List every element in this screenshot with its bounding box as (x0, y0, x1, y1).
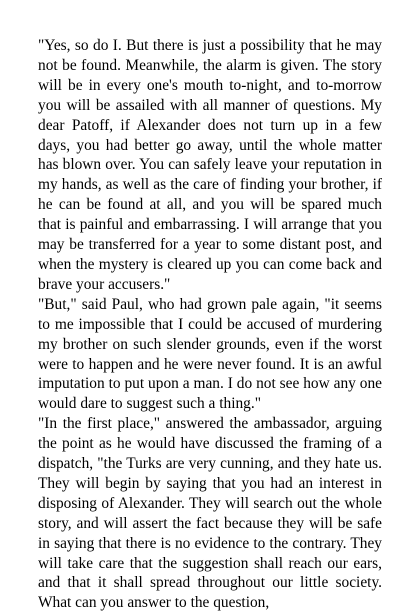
paragraph-1: "Yes, so do I. But there is just a possibility that he may not be found. Meanwhile, the alarm is given. The story will be in every one's mouth to-night, and to-morrow you will be assailed with all manner of questions. My dear Patoff, if Alexander does not turn up in a few days, you had better go away, until the whole matter has blown over. You can safely leave your reputation in my hands, as well as the care of finding your brother, if he can be found at all, and you will be spared much that is painful and embarrassing. I will arrange that you may be transferred for a year to some distant post, and when the mystery is cleared up you can come back and brave your accusers." (38, 37, 382, 293)
paragraph-3: "In the first place," answered the ambassador, arguing the point as he would have discussed the framing of a dispatch, "the Turks are very cunning, and they hate us. They will begin by saying that you had an interest in disposing of Alexander. They will search out the whole story, and will assert the fact because they will be safe in saying that there is no evidence to the contrary. They will take care that the suggestion shall reach our ears, and that it shall spread throughout our little society. What can you answer to the question, (38, 415, 382, 612)
paragraph-2: "But," said Paul, who had grown pale again, "it seems to me impossible that I could be accused of murdering my brother on such slender grounds, even if the worst were to happen and he were never found. It is an awful imputation to put upon a man. I do not see how any one would dare to suggest such a thing." (38, 295, 382, 413)
document-page (38, 36, 382, 613)
